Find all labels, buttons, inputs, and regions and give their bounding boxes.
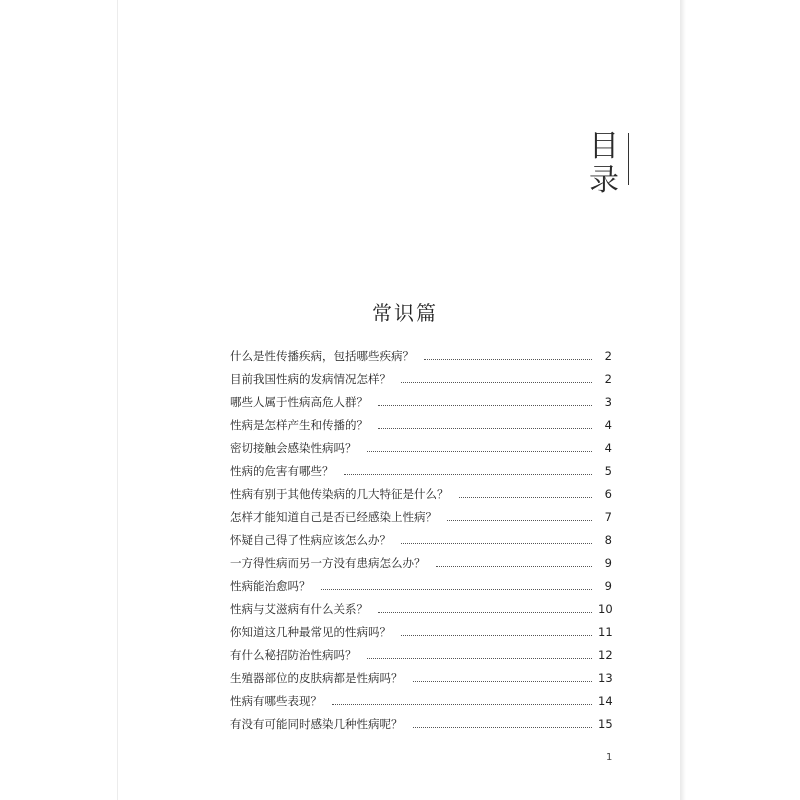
toc-entry-page: 13	[598, 671, 613, 685]
dot-leader	[378, 427, 592, 429]
toc-entry-title: 性病有别于其他传染病的几大特征是什么？	[230, 487, 449, 501]
toc-entry-title: 什么是性传播疾病，包括哪些疾病？	[230, 349, 414, 363]
toc-entry[interactable]	[230, 663, 612, 686]
toc-entry-title: 一方得性病而另一方没有患病怎么办？	[230, 556, 426, 570]
toc-entry[interactable]	[230, 525, 612, 548]
section-title: 常识篇	[372, 301, 438, 325]
toc-entry[interactable]	[230, 640, 612, 663]
toc-entry-page: 14	[598, 694, 613, 708]
toc-entry-page: 11	[598, 625, 613, 639]
toc-entry[interactable]	[230, 456, 612, 479]
dot-leader	[401, 381, 592, 383]
toc-entry[interactable]	[230, 387, 612, 410]
page-edge-shadow	[680, 0, 686, 800]
dot-leader	[321, 588, 593, 590]
toc-entry-page: 9	[604, 579, 612, 593]
toc-entry-title: 密切接触会感染性病吗？	[230, 441, 357, 455]
heading-vertical-rule	[628, 133, 629, 185]
dot-leader	[367, 657, 593, 659]
toc-entry-title: 性病与艾滋病有什么关系？	[230, 602, 368, 616]
toc-entry-page: 6	[604, 487, 612, 501]
toc-entry-title: 怀疑自己得了性病应该怎么办？	[230, 533, 391, 547]
dot-leader	[378, 404, 592, 406]
toc-entry-page: 4	[604, 441, 612, 455]
toc-entry[interactable]	[230, 410, 612, 433]
toc-entry-title: 哪些人属于性病高危人群？	[230, 395, 368, 409]
toc-entry[interactable]	[230, 686, 612, 709]
toc-entry[interactable]	[230, 433, 612, 456]
toc-entry-title: 目前我国性病的发病情况怎样？	[230, 372, 391, 386]
toc-entry-page: 12	[598, 648, 613, 662]
toc-entry-title: 你知道这几种最常见的性病吗？	[230, 625, 391, 639]
dot-leader	[424, 358, 592, 360]
toc-entry-page: 2	[604, 372, 612, 386]
dot-leader	[401, 542, 592, 544]
dot-leader	[447, 519, 592, 521]
toc-entry-page: 10	[598, 602, 613, 616]
dot-leader	[413, 726, 593, 728]
toc-entry-title: 性病有哪些表现？	[230, 694, 322, 708]
toc-entry-page: 5	[604, 464, 612, 478]
toc-entry-title: 生殖器部位的皮肤病都是性病吗？	[230, 671, 403, 685]
dot-leader	[436, 565, 593, 567]
toc-entry-title: 性病能治愈吗？	[230, 579, 311, 593]
toc-entry[interactable]	[230, 571, 612, 594]
toc-entry-page: 4	[604, 418, 612, 432]
toc-entry-page: 7	[604, 510, 612, 524]
dot-leader	[378, 611, 592, 613]
page-number: 1	[606, 752, 613, 763]
toc-entry-title: 怎样才能知道自己是否已经感染上性病？	[230, 510, 437, 524]
toc-entry[interactable]	[230, 364, 612, 387]
contents-heading-char-1: 目	[589, 129, 619, 164]
toc-list	[230, 341, 612, 732]
toc-entry[interactable]	[230, 502, 612, 525]
toc-entry-page: 8	[604, 533, 612, 547]
dot-leader	[413, 680, 593, 682]
toc-entry-page: 2	[604, 349, 612, 363]
contents-heading	[588, 130, 620, 198]
dot-leader	[332, 703, 592, 705]
toc-entry-page: 3	[604, 395, 612, 409]
toc-entry[interactable]	[230, 479, 612, 502]
toc-entry[interactable]	[230, 709, 612, 732]
toc-entry[interactable]	[230, 617, 612, 640]
toc-entry-page: 15	[598, 717, 613, 731]
toc-entry-title: 有什么秘招防治性病吗？	[230, 648, 357, 662]
dot-leader	[367, 450, 593, 452]
toc-entry[interactable]	[230, 341, 612, 364]
toc-entry-title: 性病是怎样产生和传播的？	[230, 418, 368, 432]
dot-leader	[344, 473, 593, 475]
toc-entry-page: 9	[604, 556, 612, 570]
dot-leader	[459, 496, 593, 498]
toc-entry-title: 性病的危害有哪些？	[230, 464, 334, 478]
contents-heading-char-2: 录	[589, 163, 619, 198]
toc-entry[interactable]	[230, 594, 612, 617]
toc-entry-title: 有没有可能同时感染几种性病呢？	[230, 717, 403, 731]
dot-leader	[401, 634, 592, 636]
toc-entry[interactable]	[230, 548, 612, 571]
